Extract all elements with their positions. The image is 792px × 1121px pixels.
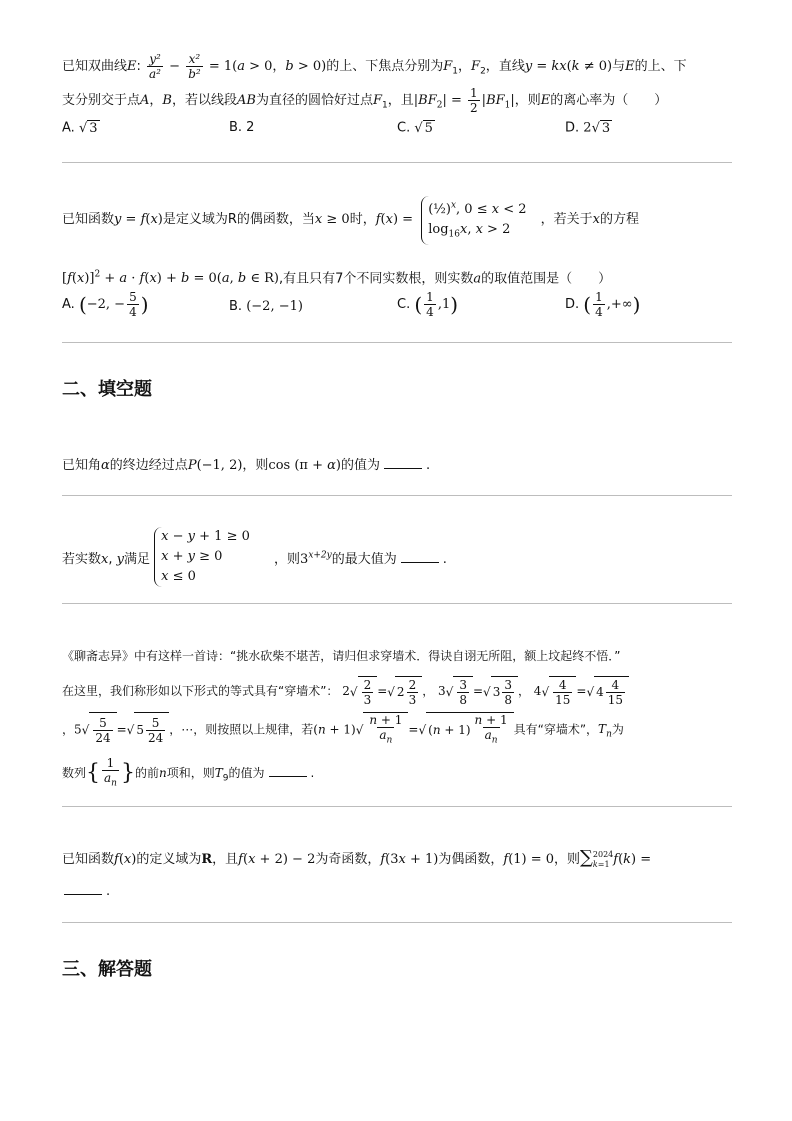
option-c: C. ( $\frac{1}{4}$ ,1) <box>397 290 459 319</box>
q1-line2: 支分别交于点A，B，若以线段AB为直径的圆恰好过点$F_1$，且$|BF_2|$ = $\frac{1}{2}$ $|BF_1|$，则E的离心率为（ ） <box>62 86 668 115</box>
option-b: B. (−2, −1) <box>229 299 303 314</box>
fraction: $\frac{\text{x²}}{\text{b²}}$ <box>188 52 201 81</box>
section-heading: 三、解答题 <box>62 959 152 980</box>
fraction: $\frac{1}{2}$ <box>470 86 478 115</box>
q4-line: 若实数x, y满足 x − y + 1 ≥ 0 x + y ≥ 0 x ≤ 0 ，则$3^{x+2y}$的最大值为 . <box>62 527 447 587</box>
divider <box>62 922 732 923</box>
q5-line3: ，5√ $\frac{5}{24}$ =√ 5 $\frac{5}{24}$ ，⋯，则按照以上规律，若(n + 1)√ $\frac{n + 1}{a_n}$ =√ (n + 1) $\frac{n + 1}{a_n}$ 具有“穿墙术”，$T_n$为 <box>62 713 624 746</box>
divider <box>62 342 732 343</box>
inequality-system: x − y + 1 ≥ 0 x + y ≥ 0 x ≤ 0 <box>154 527 250 587</box>
option-b: B. 2 <box>229 120 255 135</box>
divider <box>62 495 732 496</box>
q5-line2: 在这里，我们称形如以下形式的等式具有“穿墙术”： 2√ $\frac{2}{3}$ =√ 2 $\frac{2}{3}$ ， 3√ $\frac{3}{8}$ =√ 3 $\frac{3}{8}$ ， 4√ $\frac{4}{15}$ =√ 4 $\frac{4}{15}$ <box>62 676 629 707</box>
q5-line1: 《聊斋志异》中有这样一首诗：“挑水砍柴不堪苦，请归但求穿墙术．得诀自诩无所阻，额上坟起终不悟．” <box>62 649 621 663</box>
section-heading: 二、填空题 <box>62 379 152 400</box>
option-d: D. ( $\frac{1}{4}$ ,+∞) <box>565 290 641 319</box>
option-a: A. (−2, − $\frac{5}{4}$ ) <box>62 290 149 319</box>
formula: E <box>127 59 137 74</box>
q5-line4: 数列{ $\frac{1}{a_n}$ }的前n项和，则$T_9$的值为 . <box>62 756 315 789</box>
q2-line2: $[f(x)]^2 + a \cdot f(x) + b = 0(a$, b ∈ R),有且只有7个不同实数根，则实数a的取值范围是（ ） <box>62 270 612 287</box>
divider <box>62 162 732 163</box>
answer-blank[interactable] <box>64 882 102 895</box>
answer-blank[interactable] <box>384 456 422 469</box>
fraction: $\frac{\text{y²}}{\text{a²}}$ <box>149 52 161 81</box>
q2-line1: 已知函数y = f(x)是定义域为R的偶函数，当x ≥ 0时，f(x) = (½)$^x$, 0 ≤ x < 2 $\log_{16}x$, x > 2 ，若关于x的方程 <box>62 196 639 245</box>
option-d: D. 2√ 3 <box>565 120 611 136</box>
option-c: C. √ 5 <box>397 120 433 136</box>
divider <box>62 603 732 604</box>
q6-line2: . <box>62 882 110 899</box>
q6-line1: 已知函数f(x)的定义域为R，且f(x + 2) − 2为奇函数，f(3x + 1)为偶函数，f(1) = 0，则∑ 2024 k=1 f(k) = <box>62 847 652 869</box>
q1-line1: 已知双曲线E: $\frac{\text{y²}}{\text{a²}}$ − $\frac{\text{x²}}{\text{b²}}$ = 1(a > 0，b > 0)的上、下焦点分别为$F_1$，$F_2$，直线y = kx(k ≠ 0)与E的上、下 <box>62 52 687 81</box>
q3-line: 已知角α的终边经过点P(−1, 2)，则cos (π + α)的值为 . <box>62 458 431 473</box>
answer-blank[interactable] <box>401 550 439 563</box>
option-a: A. √ 3 <box>62 120 98 136</box>
answer-blank[interactable] <box>269 764 307 777</box>
divider <box>62 806 732 807</box>
piecewise-function: (½)$^x$, 0 ≤ x < 2 $\log_{16}x$, x > 2 <box>421 196 526 245</box>
